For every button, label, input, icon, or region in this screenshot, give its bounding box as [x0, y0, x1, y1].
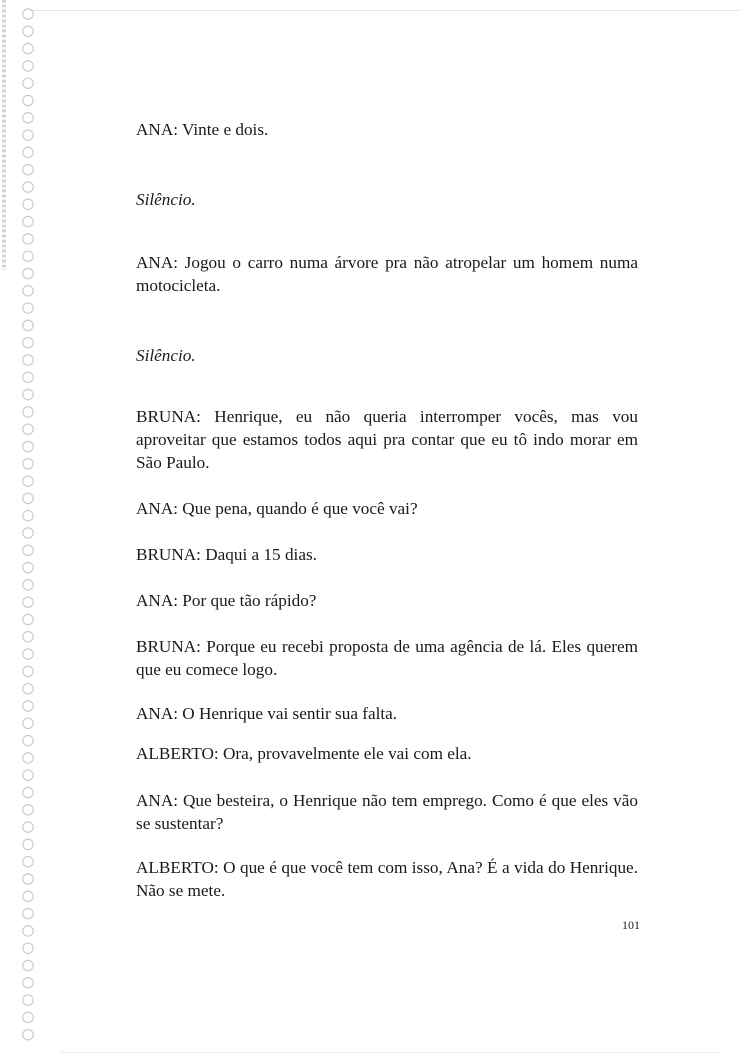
binder-hole: [23, 26, 33, 36]
binder-hole: [23, 9, 33, 19]
dialogue-line-bruna-1: BRUNA: Henrique, eu não queria interromper vocês, mas vou aproveitar que estamos todos aqui pra contar que eu tô indo morar em São Paulo.: [136, 407, 638, 472]
binder-hole: [23, 234, 33, 244]
binder-hole: [23, 199, 33, 209]
binder-hole: [23, 493, 33, 503]
binder-hole: [23, 1030, 33, 1040]
binder-hole: [23, 320, 33, 330]
binder-hole: [23, 61, 33, 71]
dialogue-line-bruna-2: BRUNA: Daqui a 15 dias.: [136, 545, 317, 564]
binder-hole: [23, 701, 33, 711]
binder-hole: [23, 857, 33, 867]
stage-direction-2: Silêncio.: [136, 346, 196, 365]
binder-hole: [23, 476, 33, 486]
binder-hole: [23, 147, 33, 157]
binder-hole: [23, 528, 33, 538]
binder-hole: [23, 632, 33, 642]
binder-hole: [23, 787, 33, 797]
dialogue-line-alberto-2: ALBERTO: O que é que você tem com isso, Ana? É a vida do Henrique. Não se mete.: [136, 858, 638, 900]
binder-hole: [23, 113, 33, 123]
binder-hole: [23, 441, 33, 451]
dialogue-line-ana-5: ANA: O Henrique vai sentir sua falta.: [136, 704, 398, 723]
stage-direction-1: Silêncio.: [136, 190, 196, 209]
binder-hole: [23, 216, 33, 226]
dialogue-line-ana-4: ANA: Por que tão rápido?: [136, 591, 317, 610]
binder-hole: [23, 251, 33, 261]
binder-hole: [23, 770, 33, 780]
binder-hole: [23, 407, 33, 417]
binder-hole: [23, 389, 33, 399]
binder-hole: [23, 1012, 33, 1022]
binder-hole: [23, 303, 33, 313]
binder-hole: [23, 165, 33, 175]
binder-hole: [23, 908, 33, 918]
binder-hole: [23, 459, 33, 469]
dialogue-line-ana-3: ANA: Que pena, quando é que você vai?: [136, 499, 418, 518]
binder-hole: [23, 926, 33, 936]
binder-hole: [23, 666, 33, 676]
binder-hole: [23, 130, 33, 140]
binder-hole: [23, 286, 33, 296]
binder-hole: [23, 805, 33, 815]
binder-hole: [23, 372, 33, 382]
binder-hole: [23, 891, 33, 901]
dialogue-line-ana-2: ANA: Jogou o carro numa árvore pra não atropelar um homem numa motocicleta.: [136, 253, 638, 295]
dialogue-line-bruna-3: BRUNA: Porque eu recebi proposta de uma agência de lá. Eles querem que eu comece logo.: [136, 637, 638, 679]
binder-hole: [23, 614, 33, 624]
binder-hole: [23, 822, 33, 832]
binder-hole: [23, 338, 33, 348]
binder-hole: [23, 424, 33, 434]
page-number: 101: [622, 918, 640, 932]
dialogue-line-alberto-1: ALBERTO: Ora, provavelmente ele vai com ela.: [136, 744, 472, 763]
binder-hole: [23, 995, 33, 1005]
binder-hole: [23, 960, 33, 970]
binder-hole: [23, 943, 33, 953]
binder-hole: [23, 753, 33, 763]
binder-hole: [23, 95, 33, 105]
binder-hole: [23, 78, 33, 88]
binder-hole: [23, 597, 33, 607]
binder-hole: [23, 649, 33, 659]
binder-hole: [23, 718, 33, 728]
binder-hole: [23, 684, 33, 694]
binder-hole: [23, 874, 33, 884]
page-top-edge: [30, 10, 740, 11]
binder-hole: [23, 580, 33, 590]
binder-hole: [23, 511, 33, 521]
binder-hole: [23, 182, 33, 192]
binder-hole: [23, 735, 33, 745]
binder-hole: [23, 268, 33, 278]
binder-hole: [23, 545, 33, 555]
binder-hole: [23, 839, 33, 849]
binder-hole: [23, 355, 33, 365]
binder-holes: [0, 0, 40, 1060]
dialogue-line-ana-1: ANA: Vinte e dois.: [136, 120, 269, 139]
dialogue-line-ana-6: ANA: Que besteira, o Henrique não tem emprego. Como é que eles vão se sustentar?: [136, 791, 638, 833]
page-bottom-edge: [60, 1052, 720, 1053]
binder-hole: [23, 562, 33, 572]
binder-hole: [23, 43, 33, 53]
binder-hole: [23, 978, 33, 988]
